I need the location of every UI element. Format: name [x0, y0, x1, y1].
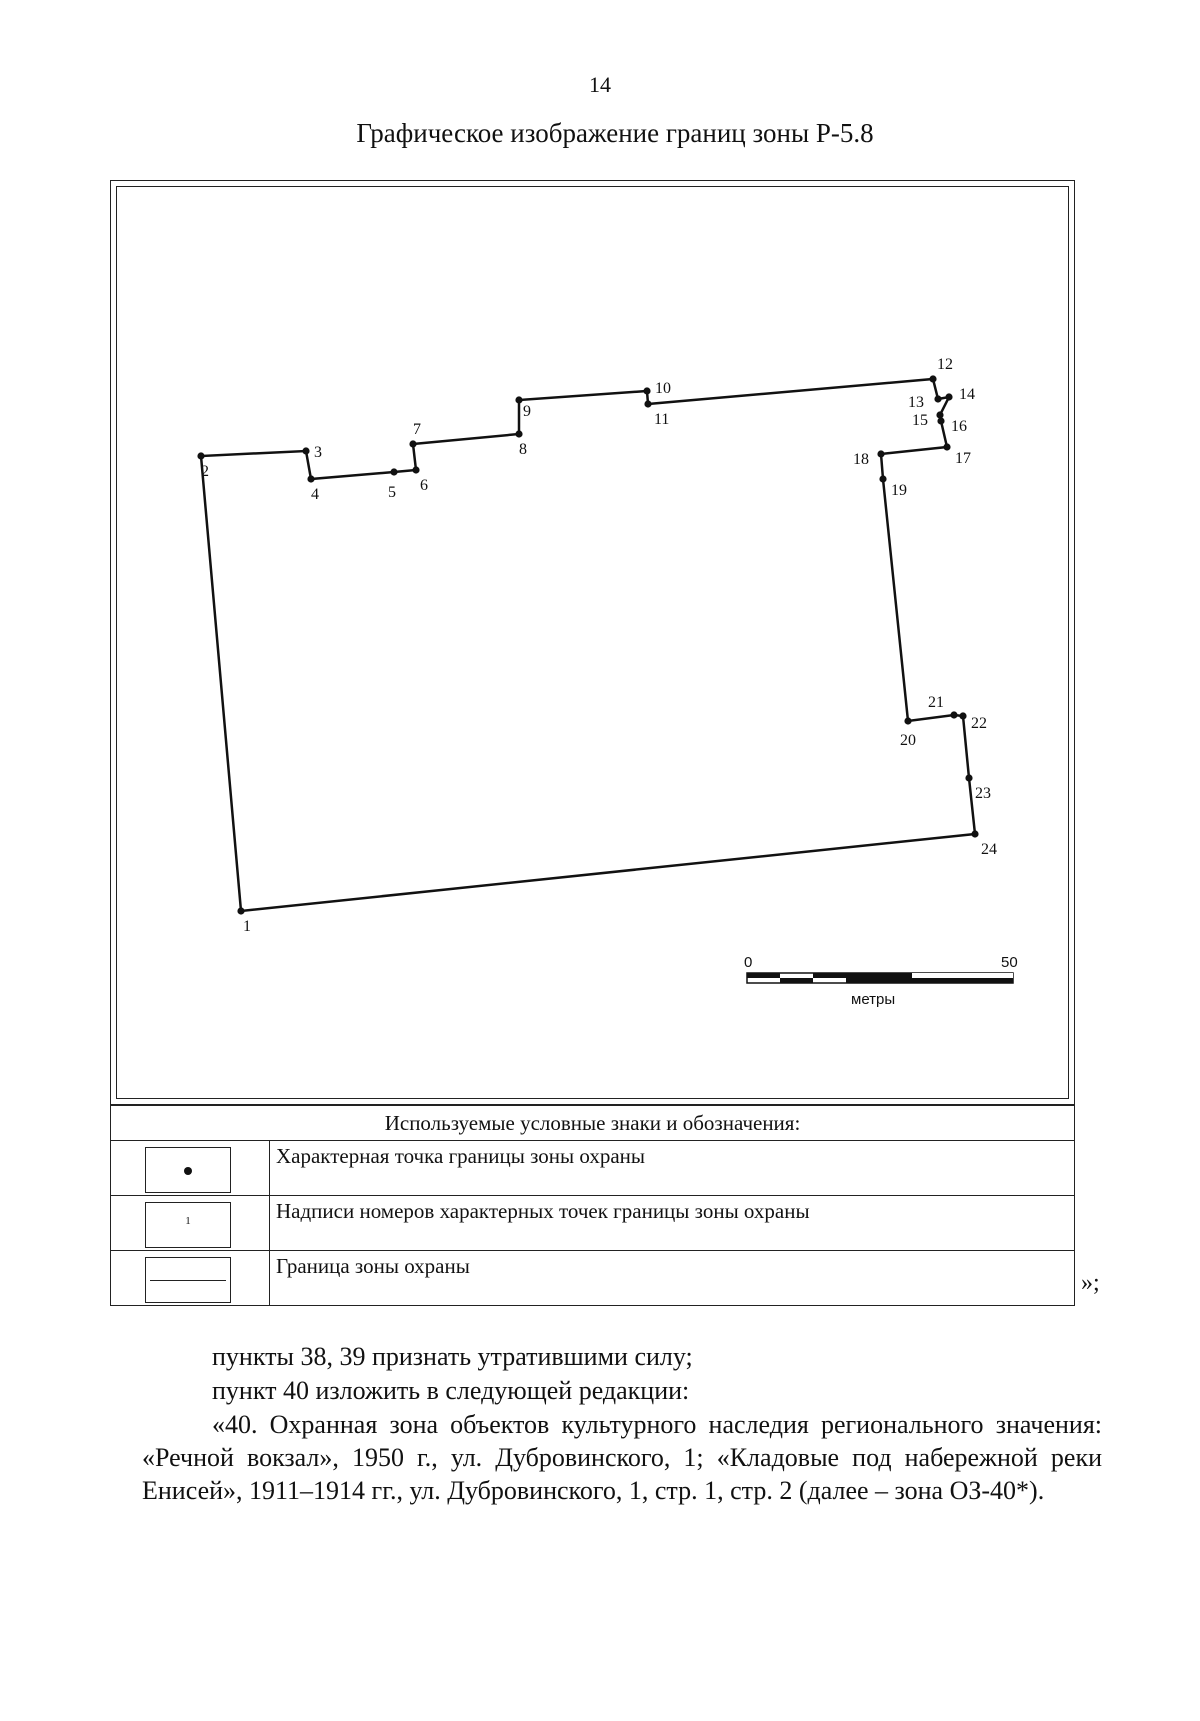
legend-text: Характерная точка границы зоны охраны [270, 1141, 1075, 1196]
scale-bar [744, 954, 1018, 1008]
line-symbol-box [145, 1257, 231, 1303]
boundary-point-24 [971, 830, 978, 837]
paragraph: пункт 40 изложить в следующей редакции: [212, 1376, 690, 1405]
scale-segment [780, 978, 813, 983]
boundary-point-22 [959, 712, 966, 719]
point-label-8: 8 [519, 441, 527, 458]
point-symbol-box [145, 1147, 231, 1193]
point-label-20: 20 [900, 732, 916, 749]
point-label-23: 23 [975, 785, 991, 802]
scale-segment [846, 973, 912, 978]
boundary-point-16 [937, 417, 944, 424]
point-label-15: 15 [912, 412, 928, 429]
boundary-drawing [111, 181, 1076, 1106]
point-label-1: 1 [243, 918, 251, 935]
point-label-7: 7 [413, 421, 421, 438]
point-label-11: 11 [654, 411, 670, 428]
legend-table [110, 1105, 1075, 1306]
boundary-point-10 [643, 387, 650, 394]
point-label-5: 5 [388, 484, 396, 501]
scale-start-label: 0 [744, 954, 753, 971]
boundary-point-11 [644, 400, 651, 407]
legend-row [111, 1196, 1075, 1251]
point-label-22: 22 [971, 715, 987, 732]
point-label-10: 10 [655, 380, 671, 397]
point-label-24: 24 [981, 841, 997, 858]
point-label-14: 14 [959, 386, 975, 403]
boundary-point-18 [877, 450, 884, 457]
point-label-18: 18 [853, 451, 869, 468]
boundary-point-20 [904, 717, 911, 724]
point-label-13: 13 [908, 394, 924, 411]
boundary-point-6 [412, 466, 419, 473]
boundary-point-14 [945, 393, 952, 400]
scale-segment [912, 973, 1013, 978]
point-label-19: 19 [891, 482, 907, 499]
legend-text: Надписи номеров характерных точек границы зоны охраны [270, 1196, 1075, 1251]
number-symbol-box [145, 1202, 231, 1248]
point-label-6: 6 [420, 477, 428, 494]
boundary-map [110, 180, 1075, 1105]
boundary-point-2 [197, 452, 204, 459]
boundary-point-3 [302, 447, 309, 454]
boundary-point-19 [879, 475, 886, 482]
point-dot-icon [184, 1167, 192, 1175]
boundary-point-23 [965, 774, 972, 781]
scale-segment [813, 973, 846, 978]
point-label-12: 12 [937, 356, 953, 373]
boundary-point-21 [950, 711, 957, 718]
boundary-point-4 [307, 475, 314, 482]
legend-header: Используемые условные знаки и обозначения: [111, 1106, 1075, 1141]
page-title: Графическое изображение границ зоны Р-5.8 [356, 118, 874, 148]
boundary-line-icon [150, 1280, 226, 1281]
boundary-point-5 [390, 468, 397, 475]
legend-row [111, 1141, 1075, 1196]
scale-unit-label: метры [851, 991, 896, 1008]
point-label-3: 3 [314, 444, 322, 461]
scale-segment [912, 978, 1013, 983]
paragraph: пункты 38, 39 признать утратившими силу; [212, 1342, 693, 1371]
scale-end-label: 50 [1001, 954, 1018, 971]
scale-segment [747, 973, 780, 978]
boundary-point-17 [943, 443, 950, 450]
boundary-point-12 [929, 375, 936, 382]
point-label-16: 16 [951, 418, 967, 435]
point-label-4: 4 [311, 486, 319, 503]
boundary-point-8 [515, 430, 522, 437]
point-labels [201, 356, 997, 935]
boundary-point-9 [515, 396, 522, 403]
boundary-point-1 [237, 907, 244, 914]
point-label-21: 21 [928, 694, 944, 711]
scale-segment [846, 978, 912, 983]
point-label-9: 9 [523, 403, 531, 420]
paragraph: «40. Охранная зона объектов культурного наследия регионального значения: «Речной вокзал», 1950 г., ул. Дубровинского, 1; «Кладовые под набережной реки Енисей», 1911–1914 гг., ул. Дубровинского, 1, стр. 1, стр. 2 (далее – зона ОЗ-40*). [142, 1410, 1102, 1505]
boundary-point-7 [409, 440, 416, 447]
boundary-point-13 [934, 395, 941, 402]
page-number: 14 [589, 72, 611, 97]
legend-row [111, 1251, 1075, 1306]
boundary-point-15 [936, 411, 943, 418]
point-label-2: 2 [201, 463, 209, 480]
point-label-17: 17 [955, 450, 971, 467]
legend-text: Граница зоны охраны [270, 1251, 1075, 1306]
closing-quote: »; [1081, 1270, 1100, 1296]
point-number-sample: 1 [185, 1215, 191, 1227]
